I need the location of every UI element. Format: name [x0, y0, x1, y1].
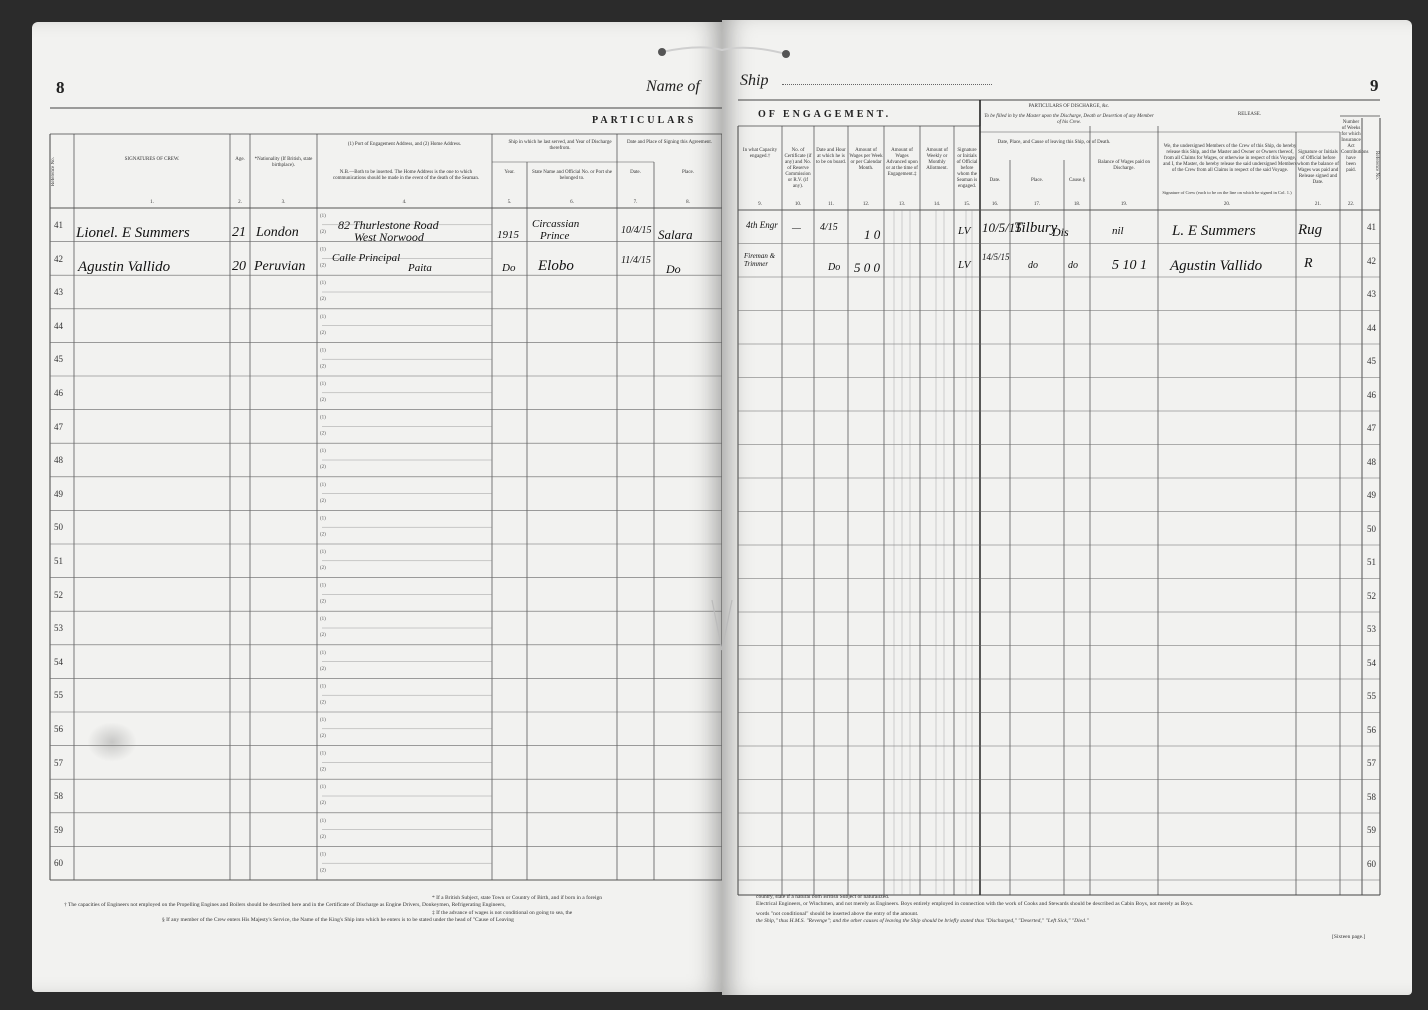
left-col-header-1: SIGNATURES OF CREW. — [124, 157, 180, 162]
row41-official: LV — [958, 225, 971, 237]
right-col-header-10: Balance of Wages paid on Discharge. — [1098, 160, 1150, 171]
left-footnote-4: § If any member of the Crew enters His Majesty's Service, the Name of the King's Ship into which he enters is to be stated under the head of "Cause of Leaving — [162, 917, 514, 923]
right-ref-number: 49 — [1367, 490, 1376, 500]
row41-release-official: Rug — [1298, 222, 1323, 238]
ship-group-label: Ship in which he last served, and Year of Discharge therefrom. — [508, 140, 612, 151]
right-col-header-8: Place. — [1030, 178, 1044, 183]
row41-place: Tilbury — [1014, 220, 1058, 236]
left-ref-number: 57 — [54, 757, 63, 768]
left-col-number-5: 5. — [507, 200, 512, 205]
row41-signature: Lionel. E Summers — [76, 225, 190, 241]
row42-address1: Calle Principal — [332, 252, 401, 264]
left-ref-number: 56 — [54, 724, 63, 734]
address-line-marker: (2) — [320, 666, 326, 672]
address-line-marker: (2) — [320, 263, 326, 269]
row42-place: do — [1028, 260, 1038, 271]
address-line-marker: (2) — [320, 364, 326, 370]
left-col-header-5: Year. — [504, 170, 515, 175]
right-ref-number: 56 — [1367, 724, 1376, 735]
name-of-label: Name of — [646, 78, 700, 95]
right-col-header-14: Reference No. — [1374, 150, 1379, 180]
right-col-number-1: 10. — [794, 202, 802, 207]
left-col-header-6: State Name and Official No. or Port she belonged to. — [532, 170, 612, 181]
right-footnote-1: country, state if a natural born British Subject or naturalized. — [756, 894, 890, 900]
address-line-marker: (1) — [320, 785, 326, 791]
right-col-header-13: Number of Weeks for which Insurance Act Contributions have been paid. — [1341, 120, 1369, 173]
row41-age: 21 — [232, 225, 246, 240]
date-place-cause-label: Date, Place, and Cause of leaving this Ship, or of Death. — [997, 140, 1111, 145]
address-line-marker: (1) — [320, 348, 326, 354]
address-line-marker: (2) — [320, 297, 326, 303]
address-line-marker: (2) — [320, 868, 326, 874]
address-line-marker: (1) — [320, 583, 326, 589]
left-ref-number: 42 — [54, 253, 63, 264]
right-col-header-12: Signature or Initials of Official before whom the balance of Wages was paid and Release signed and Date. — [1297, 150, 1339, 185]
address-line-marker: (1) — [320, 247, 326, 253]
row41-ship1: Circassian — [532, 218, 580, 230]
right-ref-number: 59 — [1367, 825, 1376, 835]
row41-place: Salara — [658, 227, 693, 242]
left-col-number-2: 2. — [238, 200, 242, 205]
row42-age: 20 — [232, 259, 246, 274]
left-ref-number: 52 — [54, 589, 63, 600]
left-footnote-1: † The capacities of Engineers not employed on the Propelling Engines and Boilers should be described here and in the Certificate of Discharge as Engine Drivers, Donkeymen, Refrigerating Engineers, — [64, 902, 506, 908]
left-col-header-7: Date. — [630, 170, 641, 175]
right-section-title: OF ENGAGEMENT. — [758, 109, 892, 120]
left-ref-number: 41 — [54, 220, 63, 230]
address-line-marker: (1) — [320, 314, 326, 320]
release-title: RELEASE. — [1237, 112, 1262, 117]
right-col-number-11: 20. — [1223, 202, 1231, 207]
right-ref-number: 46 — [1367, 389, 1376, 400]
address-line-marker: (2) — [320, 398, 326, 403]
right-col-header-3: Amount of Wages per Week or per Calendar Month. — [849, 148, 883, 171]
right-col-number-0: 9. — [758, 202, 762, 207]
left-ref-number: 43 — [54, 287, 63, 298]
left-col-number-8: 8. — [686, 200, 690, 205]
left-ref-number: 59 — [54, 824, 63, 835]
address-line-marker: (2) — [320, 700, 326, 706]
row42-balance: 5 10 1 — [1112, 258, 1147, 273]
address-line-marker: (2) — [320, 834, 326, 840]
left-col-header-0: Reference No. — [51, 157, 56, 187]
right-col-number-4: 13. — [898, 202, 906, 207]
left-footnote-2: * If a British Subject, state Town or Country of Birth, and if born in a foreign — [432, 895, 602, 901]
left-register-grid — [32, 22, 722, 992]
address-line-marker: (1) — [320, 516, 326, 522]
row42-cause: do — [1068, 260, 1078, 271]
row42-ship1: Elobo — [538, 258, 574, 274]
address-line-marker: (1) — [320, 550, 326, 555]
row42-wages: 5 0 0 — [854, 260, 880, 275]
row41-date: 10/4/15 — [621, 225, 652, 236]
row41-certificate: — — [792, 223, 801, 234]
row42-capacity: Fireman & Trimmer — [744, 252, 776, 268]
right-col-header-0: In what Capacity engaged.† — [742, 148, 778, 159]
address-line-marker: (2) — [320, 230, 326, 235]
row42-signature: Agustin Vallido — [78, 259, 171, 275]
address-line-marker: (2) — [320, 498, 326, 504]
right-col-header-4: Amount of Wages Advanced upon or at the time of Engagement.‡ — [886, 148, 918, 177]
left-col-number-4: 4. — [402, 200, 407, 205]
signing-group-label: Date and Place of Signing this Agreement. — [626, 140, 713, 145]
right-col-number-8: 17. — [1033, 202, 1041, 207]
right-col-number-9: 18. — [1073, 202, 1081, 207]
left-ref-number: 60 — [54, 858, 63, 869]
left-ref-number: 51 — [54, 556, 63, 566]
left-section-title: PARTICULARS — [592, 115, 697, 126]
right-col-number-5: 14. — [933, 202, 941, 207]
right-col-header-9: Cause.§ — [1069, 178, 1085, 183]
row41-nationality: London — [256, 225, 299, 240]
row42-release-signature: Agustin Vallido — [1170, 258, 1263, 274]
stain-mark — [87, 722, 137, 762]
left-ref-number: 53 — [54, 623, 63, 634]
address-line-marker: (2) — [320, 330, 326, 336]
address-line-marker: (1) — [320, 617, 326, 623]
row42-date: 11/4/15 — [621, 255, 651, 266]
right-ref-number: 45 — [1367, 356, 1376, 366]
right-ref-number: 51 — [1367, 557, 1376, 567]
row42-on-board: Do — [828, 262, 841, 273]
right-col-header-5: Amount of Weekly or Monthly Allotment. — [926, 148, 948, 171]
left-ref-number: 50 — [54, 522, 63, 533]
left-col-number-6: 6. — [570, 200, 574, 205]
right-ref-number: 47 — [1367, 423, 1376, 433]
right-col-number-12: 21. — [1314, 202, 1322, 207]
row41-address2: West Norwood — [354, 230, 424, 244]
address-line-marker: (2) — [320, 465, 326, 471]
right-ref-number: 48 — [1367, 456, 1376, 467]
right-col-number-2: 11. — [827, 202, 835, 207]
address-line-marker: (1) — [320, 650, 326, 656]
right-col-number-13: 22. — [1347, 202, 1355, 207]
row41-date: 10/5/15 — [982, 220, 1022, 235]
left-ref-number: 54 — [54, 656, 63, 667]
address-line-marker: (1) — [320, 718, 326, 723]
row41-address1: 82 Thurlestone Road — [338, 218, 439, 232]
address-line-marker: (2) — [320, 599, 326, 605]
address-line-marker: (2) — [320, 734, 326, 739]
left-col-header-2: Age. — [235, 157, 245, 162]
left-ref-number: 55 — [54, 690, 63, 701]
right-footnote-4: the Ship," thus H.M.S. "Revenge"; and the other causes of leaving the Ship should be briefly stated thus "Discharged," "Deserted," "Left Sick," "Died." — [756, 918, 1089, 924]
right-page-number: 9 — [1370, 76, 1379, 95]
right-ref-number: 52 — [1367, 590, 1376, 601]
address-line-marker: (1) — [320, 214, 326, 219]
row42-year: Do — [502, 262, 516, 274]
discharge-title: PARTICULARS OF DISCHARGE, &c. — [1028, 104, 1110, 109]
row42-address2: Paita — [408, 262, 432, 274]
right-col-number-3: 12. — [862, 202, 870, 207]
right-ref-number: 55 — [1367, 691, 1376, 701]
left-ref-number: 45 — [54, 354, 63, 365]
address-line-marker: (2) — [320, 801, 326, 807]
right-ref-number: 50 — [1367, 523, 1376, 534]
right-col-header-7: Date. — [989, 178, 1001, 183]
left-ref-number: 47 — [54, 421, 63, 432]
address-note: N.B.—Both to be inserted. The Home Address is the one to which communications should be made in the event of the death of the Seaman. — [332, 170, 480, 181]
right-col-header-1: No. of Certificate (if any) and No. of Reserve Commission or R.V. (if any). — [784, 148, 812, 189]
address-line-marker: (1) — [320, 482, 326, 488]
left-page — [32, 22, 722, 992]
discharge-subtitle: To be filled in by the Master upon the Discharge, Death or Desertion of any Member of his Crew. — [984, 114, 1154, 125]
left-col-number-7: 7. — [633, 200, 638, 205]
row42-release-official: R — [1304, 256, 1313, 271]
right-footnote-2: Electrical Engineers, or Winchmen, and not merely as Engineers. Boys entirely employed in connection with the work of Cooks and Stewards should be described as Cabin Boys, not merely as Boys. — [756, 901, 1194, 907]
row41-wages: 1 0 — [864, 227, 881, 242]
row41-ship2: Prince — [540, 230, 570, 242]
right-ref-number: 60 — [1367, 858, 1376, 869]
right-ref-number: 43 — [1367, 289, 1376, 299]
row41-capacity: 4th Engr — [746, 220, 778, 230]
row42-official: LV — [958, 259, 971, 271]
left-page-number: 8 — [56, 78, 65, 97]
row41-cause: Dis — [1052, 225, 1069, 239]
address-line-marker: (1) — [320, 281, 326, 287]
right-footnote-3: words "not conditional" should be inserted above the entry of the amount. — [756, 911, 919, 917]
left-ref-number: 48 — [54, 455, 63, 466]
address-line-marker: (1) — [320, 751, 326, 757]
left-col-header-3: *Nationality (If British, state birthplace). — [254, 157, 313, 168]
sixteen-page-note: [Sixteen page.] — [1332, 934, 1366, 940]
left-ref-number: 49 — [54, 488, 63, 499]
left-footnote-3: ‡ If the advance of wages is not conditional on going to sea, the — [432, 910, 573, 916]
address-line-marker: (1) — [320, 382, 326, 387]
row42-place: Do — [666, 262, 681, 276]
right-col-number-10: 19. — [1120, 202, 1128, 207]
right-ref-number: 58 — [1367, 791, 1376, 802]
address-line-marker: (1) — [320, 684, 326, 690]
right-col-header-11: Signature of Crew (each to be on the line on which he signed in Col. 1.) — [1162, 190, 1292, 195]
address-line-marker: (1) — [320, 415, 326, 421]
right-page — [722, 20, 1412, 995]
right-ref-number: 44 — [1367, 322, 1376, 333]
right-ref-number: 42 — [1367, 255, 1376, 266]
right-col-header-6: Signature or Initials of Official before whom the Seaman is engaged. — [956, 148, 978, 189]
address-line-marker: (1) — [320, 852, 326, 858]
row41-release-signature: L. E Summers — [1172, 223, 1256, 239]
left-col-header-4: (1) Port of Engagement Address, and (2) Home Address. — [347, 142, 462, 147]
address-line-marker: (2) — [320, 532, 326, 538]
left-ref-number: 46 — [54, 388, 63, 398]
row42-nationality: Peruvian — [254, 259, 306, 274]
row41-balance: nil — [1112, 225, 1124, 237]
left-col-number-1: 1. — [150, 200, 154, 205]
right-ref-number: 57 — [1367, 758, 1376, 768]
left-col-number-3: 3. — [281, 200, 286, 205]
release-text: We, the undersigned Members of the Crew of this Ship, do hereby release this Ship, and the Master and Owner or Owners thereof, from all Claims for Wages, or otherwise in respect of this Voyage, and I, the Master, do hereby release the said undersigned Members of the Crew from all Claims in respect of the said Voyage. — [1163, 144, 1297, 173]
address-line-marker: (2) — [320, 431, 326, 437]
right-ref-number: 54 — [1367, 657, 1376, 668]
address-line-marker: (2) — [320, 633, 326, 639]
right-col-number-7: 16. — [991, 202, 999, 207]
row41-year: 1915 — [497, 229, 519, 241]
address-line-marker: (2) — [320, 566, 326, 571]
right-col-number-6: 15. — [963, 202, 971, 207]
right-ref-number: 41 — [1367, 222, 1376, 232]
ship-label: Ship — [740, 72, 769, 89]
address-line-marker: (1) — [320, 449, 326, 455]
row42-date: 14/5/15 — [982, 252, 1010, 262]
right-ref-number: 53 — [1367, 624, 1376, 634]
left-ref-number: 44 — [54, 320, 63, 331]
left-ref-number: 58 — [54, 791, 63, 802]
left-col-header-8: Place. — [681, 170, 695, 175]
address-line-marker: (1) — [320, 818, 326, 824]
right-col-header-2: Date and Hour at which he is to be on board. — [816, 148, 846, 165]
row41-on-board: 4/15 — [820, 222, 838, 233]
address-line-marker: (2) — [320, 767, 326, 773]
